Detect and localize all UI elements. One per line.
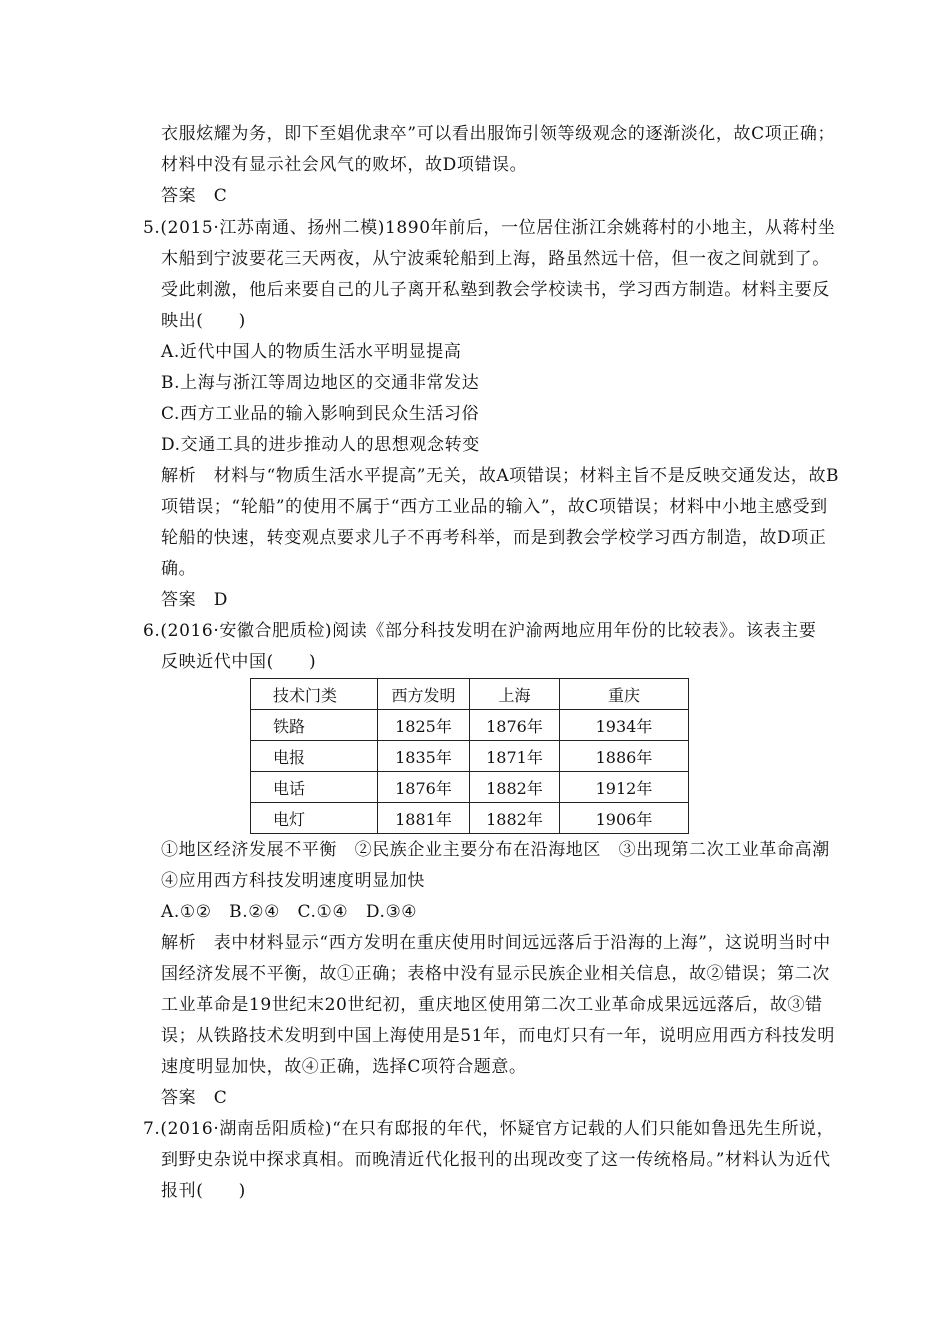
table-header-cell: 上海 [470, 679, 560, 710]
table-cell: 铁路 [251, 710, 378, 741]
table-cell: 电话 [251, 772, 378, 803]
question-5-stem: 映出( ) [161, 311, 246, 331]
table-row [251, 772, 689, 803]
option-a: A.近代中国人的物质生活水平明显提高 [161, 342, 462, 362]
table-row [251, 741, 689, 772]
table-cell: 1876年 [470, 710, 560, 741]
table-cell: 1906年 [560, 803, 689, 834]
table-cell: 1876年 [378, 772, 470, 803]
table-cell: 电报 [251, 741, 378, 772]
option-d: D.交通工具的进步推动人的思想观念转变 [161, 435, 480, 455]
question-5-stem: 受此刺激，他后来要自己的儿子离开私塾到教会学校读书，学习西方制造。材料主要反 [161, 280, 830, 300]
table-cell: 1825年 [378, 710, 470, 741]
table-header-cell: 重庆 [560, 679, 689, 710]
table-row [251, 710, 689, 741]
table-cell: 1871年 [470, 741, 560, 772]
table-cell: 1912年 [560, 772, 689, 803]
table-cell: 1882年 [470, 803, 560, 834]
question-6-stem: 反映近代中国( ) [161, 652, 317, 672]
table-row [251, 803, 689, 834]
question-6-analysis: 工业革命是19世纪末20世纪初，重庆地区使用第二次工业革命成果远远落后，故③错 [161, 995, 823, 1015]
question-5-stem: 5.(2015·江苏南通、扬州二模)1890年前后，一位居住浙江余姚蒋村的小地主，从蒋村坐 [143, 218, 836, 238]
question-6-statements: ①地区经济发展不平衡 ②民族企业主要分布在沿海地区 ③出现第二次工业革命高潮 [161, 840, 830, 860]
question-6-statements: ④应用西方科技发明速度明显加快 [161, 871, 425, 891]
answer-label: 答案 C [161, 186, 228, 206]
option-c: C.西方工业品的输入影响到民众生活习俗 [161, 404, 480, 424]
table-header-cell: 技术门类 [251, 679, 378, 710]
question-5-stem: 木船到宁波要花三天两夜，从宁波乘轮船到上海，路虽然远十倍，但一夜之间就到了。 [161, 249, 830, 269]
question-6-analysis: 解析 表中材料显示“西方发明在重庆使用时间远远落后于沿海的上海”，这说明当时中 [161, 933, 831, 953]
question-6-analysis: 速度明显加快，故④正确，选择C项符合题意。 [161, 1057, 527, 1077]
question-6-analysis: 误；从铁路技术发明到中国上海使用是51年，而电灯只有一年，说明应用西方科技发明 [161, 1026, 836, 1046]
question-6-stem: 6.(2016·安徽合肥质检)阅读《部分科技发明在沪渝两地应用年份的比较表》。该表主要 [143, 621, 817, 641]
question-6-answer: 答案 C [161, 1088, 228, 1108]
table-cell: 1934年 [560, 710, 689, 741]
question-6-analysis: 国经济发展不平衡，故①正确；表格中没有显示民族企业相关信息，故②错误；第二次 [161, 964, 830, 984]
question-7-stem: 7.(2016·湖南岳阳质检)“在只有邸报的年代，怀疑官方记载的人们只能如鲁迅先生所说， [143, 1119, 835, 1139]
question-5-analysis: 确。 [161, 559, 197, 579]
question-6-options: A.①② B.②④ C.①④ D.③④ [161, 902, 418, 922]
table-cell: 1881年 [378, 803, 470, 834]
analysis-continued-line: 衣服炫耀为务，即下至娼优隶卒”可以看出服饰引领等级观念的逐渐淡化，故C项正确； [161, 124, 836, 144]
table-header-row [251, 679, 689, 710]
question-5-analysis: 轮船的快速，转变观点要求儿子不再考科举，而是到教会学校学习西方制造，故D项正 [161, 528, 827, 548]
table-cell: 1835年 [378, 741, 470, 772]
analysis-continued-line: 材料中没有显示社会风气的败坏，故D项错误。 [161, 155, 528, 175]
table-cell: 1886年 [560, 741, 689, 772]
question-5-analysis: 解析 材料与“物质生活水平提高”无关，故A项错误；材料主旨不是反映交通发达，故B [161, 466, 840, 486]
question-7-stem: 到野史杂说中探求真相。而晚清近代化报刊的出现改变了这一传统格局。”材料认为近代 [161, 1150, 831, 1170]
table-header-cell: 西方发明 [378, 679, 470, 710]
question-7-stem: 报刊( ) [161, 1181, 246, 1201]
question-5-answer: 答案 D [161, 590, 229, 610]
option-b: B.上海与浙江等周边地区的交通非常发达 [161, 373, 480, 393]
table-cell: 电灯 [251, 803, 378, 834]
comparison-table [250, 678, 689, 834]
table-cell: 1882年 [470, 772, 560, 803]
question-5-analysis: 项错误；“轮船”的使用不属于“西方工业品的输入”，故C项错误；材料中小地主感受到 [161, 497, 828, 517]
